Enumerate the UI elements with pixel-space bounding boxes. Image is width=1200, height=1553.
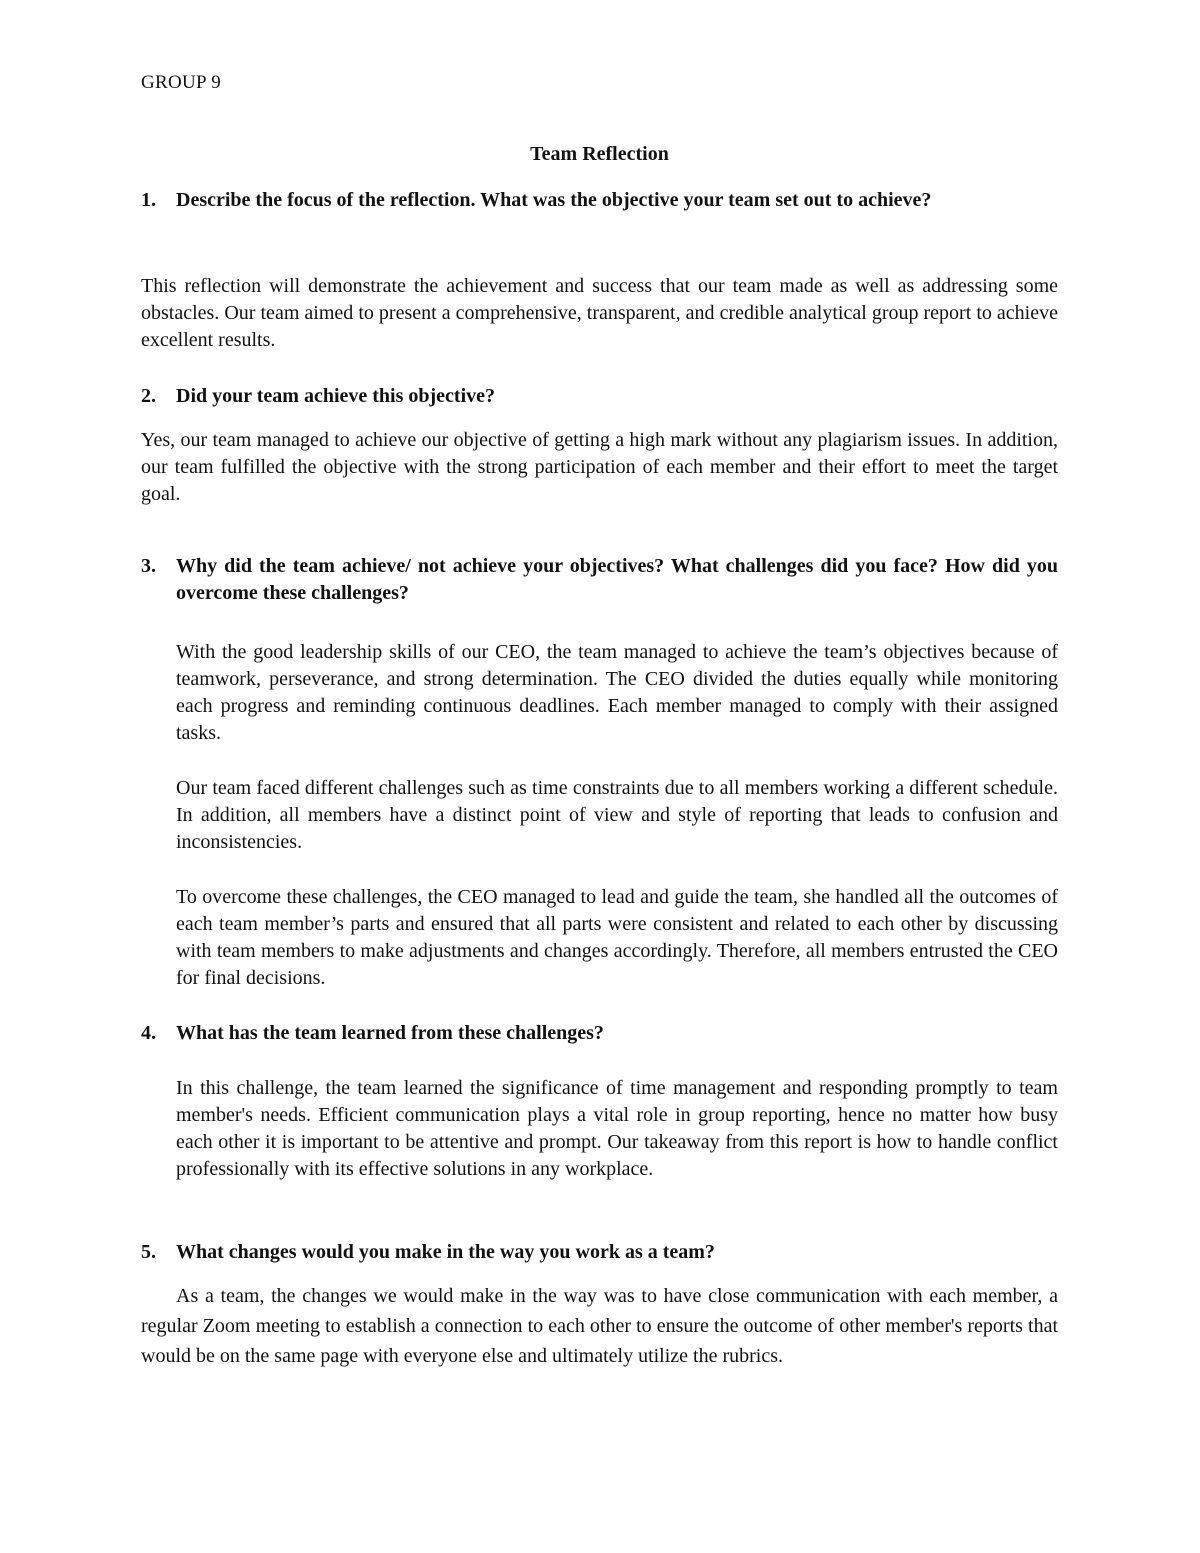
question-text: What changes would you make in the way you work as a team? bbox=[176, 1241, 715, 1263]
question-5 bbox=[141, 1239, 1058, 1266]
group-label: GROUP 9 bbox=[141, 72, 222, 93]
question-4 bbox=[141, 1020, 1058, 1047]
answer-paragraph: This reflection will demonstrate the achievement and success that our team made as well as addressing some obstacles. Our team aimed to present a comprehensive, transparent, and credible analytical group report to achieve excellent results. bbox=[141, 275, 1058, 351]
question-number: 2. bbox=[141, 385, 156, 407]
answer-3b bbox=[176, 775, 1058, 856]
answer-paragraph: In this challenge, the team learned the significance of time management and responding promptly to team member's needs. Efficient communication plays a vital role in group reporting, hence no matter how busy each other it is important to be attentive and prompt. Our takeaway from this report is how to handle conflict professionally with its effective solutions in any workplace. bbox=[176, 1077, 1058, 1180]
question-number: 5. bbox=[141, 1241, 156, 1263]
question-number: 3. bbox=[141, 555, 156, 577]
answer-paragraph: To overcome these challenges, the CEO managed to lead and guide the team, she handled all the outcomes of each team member’s parts and ensured that all parts were consistent and related to each other by discussing with team members to make adjustments and changes accordingly. Therefore, all members entrusted the CEO for final decisions. bbox=[176, 886, 1058, 989]
question-1 bbox=[141, 187, 1058, 214]
answer-5: As a team, the changes we would make in the way was to have close communication with each member, a regular Zoom meeting to establish a connection to each other to ensure the outcome of other member's reports that would be on the same page with everyone else and ultimately utilize the rubrics. bbox=[141, 1285, 1058, 1367]
question-text: What has the team learned from these challenges? bbox=[176, 1022, 604, 1044]
answer-4 bbox=[176, 1075, 1058, 1183]
question-number: 4. bbox=[141, 1022, 156, 1044]
question-3 bbox=[141, 553, 1058, 607]
question-text: Did your team achieve this objective? bbox=[176, 385, 496, 407]
document-title: Team Reflection bbox=[530, 143, 669, 165]
question-number: 1. bbox=[141, 189, 156, 211]
answer-2 bbox=[141, 427, 1058, 508]
answer-paragraph: With the good leadership skills of our CEO, the team managed to achieve the team’s objectives because of teamwork, perseverance, and strong determination. The CEO divided the duties equally while monitoring each progress and reminding continuous deadlines. Each member managed to comply with their assigned tasks. bbox=[176, 641, 1058, 744]
question-text: Why did the team achieve/ not achieve your objectives? What challenges did you face? How did you overcome these challenges? bbox=[176, 555, 1058, 604]
answer-1 bbox=[141, 273, 1058, 354]
question-2 bbox=[141, 383, 1058, 410]
answer-3c bbox=[176, 884, 1058, 992]
answer-paragraph: Yes, our team managed to achieve our objective of getting a high mark without any plagiarism issues. In addition, our team fulfilled the objective with the strong participation of each member and their effort to meet the target goal. bbox=[141, 429, 1058, 505]
question-text: Describe the focus of the reflection. What was the objective your team set out to achieve? bbox=[176, 189, 932, 211]
answer-3a bbox=[176, 639, 1058, 747]
answer-paragraph: Our team faced different challenges such as time constraints due to all members working a different schedule. In addition, all members have a distinct point of view and style of reporting that leads to confusion and inconsistencies. bbox=[176, 777, 1058, 853]
